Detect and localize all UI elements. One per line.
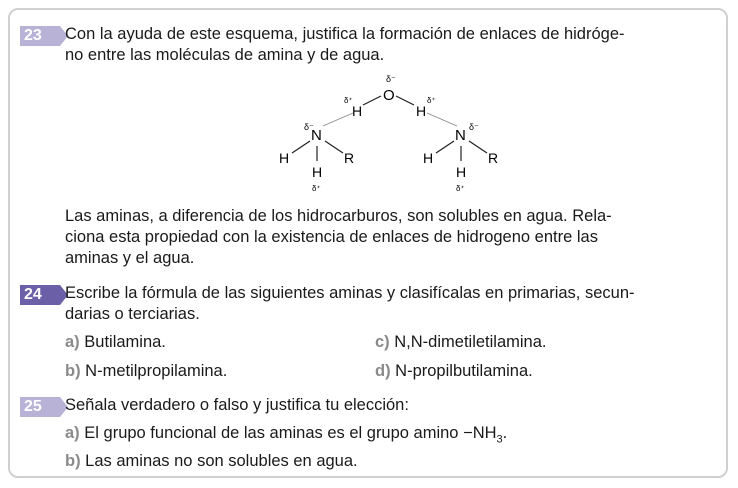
amine-hydrogen-bottom-left: H: [312, 164, 323, 180]
exercise-23-paragraph-line3: aminas y el agua.: [65, 249, 195, 267]
n-r-bond-right-amine: [469, 141, 487, 153]
hydrogen-bond-left: [323, 113, 353, 126]
exercise-25-item-b: [65, 451, 358, 472]
exercise-23-prompt-line1: Con la ayuda de este esquema, justifica la formación de enlaces de hidróge-: [65, 25, 625, 43]
o-h-bond-right: [396, 96, 414, 105]
option-text: Butilamina.: [84, 333, 166, 351]
exercise-23-paragraph-line2: ciona esta propiedad con la existencia de enlaces de hidrogeno entre las: [65, 228, 598, 246]
option-label: c): [375, 333, 390, 351]
exercise-25-prompt: Señala verdadero o falso y justifica tu elección:: [65, 396, 409, 414]
exercise-23-paragraph-line1: Las aminas, a diferencia de los hidrocarburos, son solubles en agua. Rela-: [65, 207, 612, 225]
h-left-delta-plus-label: δ⁺: [344, 96, 353, 105]
option-text: N-propilbutilamina.: [395, 362, 533, 380]
oxygen-atom: O: [383, 87, 395, 104]
exercise-24-item-c: [375, 332, 546, 353]
exercise-24-item-d: [375, 361, 533, 382]
exercise-number-badge: 25: [20, 397, 60, 417]
water-hydrogen-left: H: [352, 103, 363, 119]
option-label: b): [65, 452, 81, 470]
n-r-bond: [325, 141, 343, 153]
option-text: N,N-dimetiletilamina.: [394, 333, 547, 351]
hydrogen-bond-right: [427, 113, 457, 126]
water-hydrogen-right: H: [416, 103, 427, 119]
option-label: b): [65, 362, 81, 380]
amine-r-group-left: R: [344, 150, 355, 166]
option-text: N-metilpropilamina.: [85, 362, 228, 380]
amine-hydrogen-side-left: H: [279, 150, 290, 166]
exercise-number-badge: 23: [20, 26, 60, 46]
h-bottom-right-delta-plus-label: δ⁺: [456, 184, 465, 193]
h-right-delta-plus-label: δ⁺: [427, 96, 436, 105]
option-text: Las aminas no son solubles en agua.: [85, 452, 358, 470]
exercise-24-prompt-line2: darias o terciarias.: [65, 305, 200, 323]
nitrogen-atom-left: N: [311, 127, 322, 144]
option-label: d): [375, 362, 391, 380]
option-label: a): [65, 333, 80, 351]
n-right-delta-minus-label: δ⁻: [469, 122, 479, 132]
exercise-25-item-a: [65, 423, 507, 450]
amine-r-group-right: R: [488, 150, 499, 166]
o-h-bond-left: [363, 96, 381, 105]
exercise-number-badge: 24: [20, 285, 60, 305]
subscript: 3: [496, 433, 503, 446]
hydrogen-bond-diagram: [270, 73, 510, 195]
option-text-end: .: [502, 424, 508, 442]
amine-hydrogen-side-right: H: [423, 150, 434, 166]
option-label: a): [65, 424, 80, 442]
n-h-bond: [292, 141, 310, 153]
exercise-23-prompt-line2: no entre las moléculas de amina y de agua.: [65, 46, 385, 64]
h-bottom-left-delta-plus-label: δ⁺: [312, 184, 321, 193]
exercise-24-item-a: [65, 332, 166, 353]
oxygen-delta-minus-label: δ⁻: [386, 74, 396, 84]
n-left-delta-minus-label: δ⁻: [304, 122, 314, 132]
amine-hydrogen-bottom-right: H: [456, 164, 467, 180]
n-h-bond-right-amine: [436, 141, 454, 153]
option-text: El grupo funcional de las aminas es el grupo amino −NH: [84, 424, 497, 442]
exercise-24-prompt-line1: Escribe la fórmula de las siguientes aminas y clasifícalas en primarias, secun-: [65, 284, 635, 302]
nitrogen-atom-right: N: [455, 127, 466, 144]
exercise-24-item-b: [65, 361, 227, 382]
